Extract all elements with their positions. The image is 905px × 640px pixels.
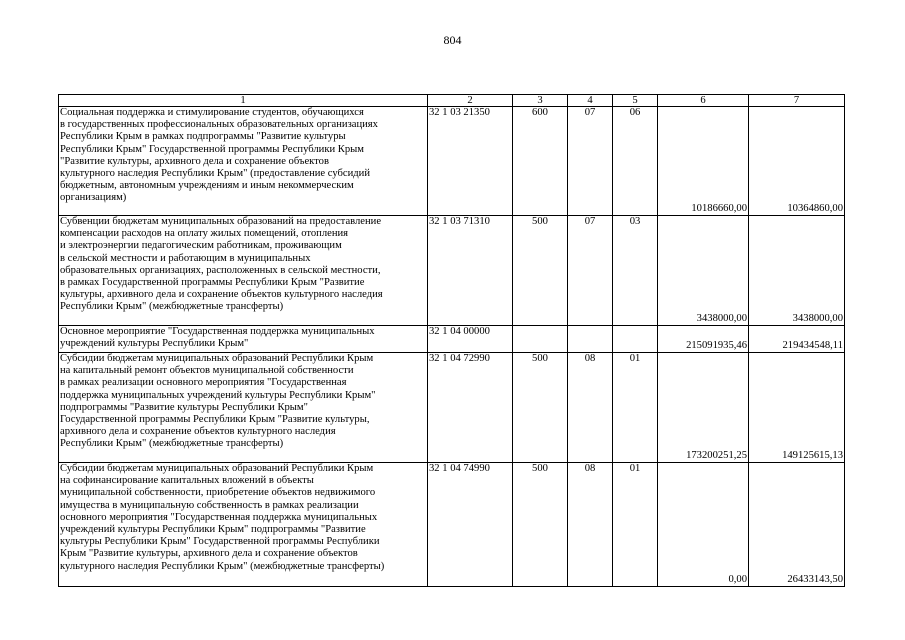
column-header: 2 bbox=[428, 95, 513, 107]
page-number: 804 bbox=[443, 33, 462, 47]
row-amount-year-2: 149125615,13 bbox=[749, 353, 845, 463]
column-header: 3 bbox=[513, 95, 568, 107]
row-amount-year-2: 26433143,50 bbox=[749, 463, 845, 587]
row-section: 08 bbox=[568, 353, 613, 463]
row-amount-year-1: 173200251,25 bbox=[658, 353, 749, 463]
column-header: 7 bbox=[749, 95, 845, 107]
row-amount-year-1: 10186660,00 bbox=[658, 107, 749, 216]
table-row bbox=[59, 107, 845, 216]
row-target-code: 32 1 03 71310 bbox=[428, 216, 513, 326]
row-amount-year-1: 3438000,00 bbox=[658, 216, 749, 326]
row-expense-type bbox=[513, 326, 568, 353]
row-expense-type: 600 bbox=[513, 107, 568, 216]
row-section bbox=[568, 326, 613, 353]
column-header: 4 bbox=[568, 95, 613, 107]
row-target-code: 32 1 04 74990 bbox=[428, 463, 513, 587]
row-section: 07 bbox=[568, 107, 613, 216]
table-row bbox=[59, 216, 845, 326]
row-expense-type: 500 bbox=[513, 463, 568, 587]
column-header: 6 bbox=[658, 95, 749, 107]
row-section: 08 bbox=[568, 463, 613, 587]
row-subsection bbox=[613, 326, 658, 353]
row-subsection: 06 bbox=[613, 107, 658, 216]
table-row bbox=[59, 326, 845, 353]
table-row bbox=[59, 463, 845, 587]
row-amount-year-2: 219434548,11 bbox=[749, 326, 845, 353]
row-subsection: 01 bbox=[613, 353, 658, 463]
row-expense-type: 500 bbox=[513, 353, 568, 463]
row-expense-type: 500 bbox=[513, 216, 568, 326]
column-header: 5 bbox=[613, 95, 658, 107]
row-subsection: 01 bbox=[613, 463, 658, 587]
row-target-code: 32 1 04 00000 bbox=[428, 326, 513, 353]
row-name: Социальная поддержка и стимулирование студентов, обучающихся в государственных профессиональных образовательных организациях Республики Крым в рамках подпрограммы "Развитие культуры Республики Крым" Государственной программы Республики Крым "Развитие культуры, архивного дела и сохранение объектов культурного наследия Республики Крым" (предоставление субсидий бюджетным, автономным учреждениям и иным некоммерческим организациям) bbox=[59, 107, 428, 216]
row-target-code: 32 1 04 72990 bbox=[428, 353, 513, 463]
row-name: Основное мероприятие "Государственная поддержка муниципальных учреждений культуры Республики Крым" bbox=[59, 326, 428, 353]
row-target-code: 32 1 03 21350 bbox=[428, 107, 513, 216]
row-amount-year-1: 0,00 bbox=[658, 463, 749, 587]
row-subsection: 03 bbox=[613, 216, 658, 326]
row-amount-year-2: 10364860,00 bbox=[749, 107, 845, 216]
row-amount-year-1: 215091935,46 bbox=[658, 326, 749, 353]
table-header-row bbox=[59, 95, 845, 107]
table-row bbox=[59, 353, 845, 463]
row-amount-year-2: 3438000,00 bbox=[749, 216, 845, 326]
budget-table bbox=[58, 94, 845, 587]
column-header: 1 bbox=[59, 95, 428, 107]
row-name: Субсидии бюджетам муниципальных образований Республики Крым на капитальный ремонт объектов муниципальной собственности в рамках реализации основного мероприятия "Государственная поддержка муниципальных учреждений культуры Республики Крым" подпрограммы "Развитие культуры Республики Крым" Государственной программы Республики Крым "Развитие культуры, архивного дела и сохранение объектов культурного наследия Республики Крым" (межбюджетные трансферты) bbox=[59, 353, 428, 463]
row-section: 07 bbox=[568, 216, 613, 326]
row-name: Субвенции бюджетам муниципальных образований на предоставление компенсации расходов на оплату жилых помещений, отопления и электроэнергии педагогическим работникам, проживающим в сельской местности и работающим в муниципальных образовательных организациях, расположенных в сельской местности, в рамках Государственной программы Республики Крым "Развитие культуры, архивного дела и сохранение объектов культурного наследия Республики Крым" (межбюджетные трансферты) bbox=[59, 216, 428, 326]
row-name: Субсидии бюджетам муниципальных образований Республики Крым на софинансирование капитальных вложений в объекты муниципальной собственности, приобретение объектов недвижимого имущества в муниципальную собственность в рамках реализации основного мероприятия "Государственная поддержка муниципальных учреждений культуры Республики Крым" подпрограммы "Развитие культуры Республики Крым" Государственной программы Республики Крым "Развитие культуры, архивного дела и сохранение объектов культурного наследия Республики Крым" (межбюджетные трансферты) bbox=[59, 463, 428, 587]
